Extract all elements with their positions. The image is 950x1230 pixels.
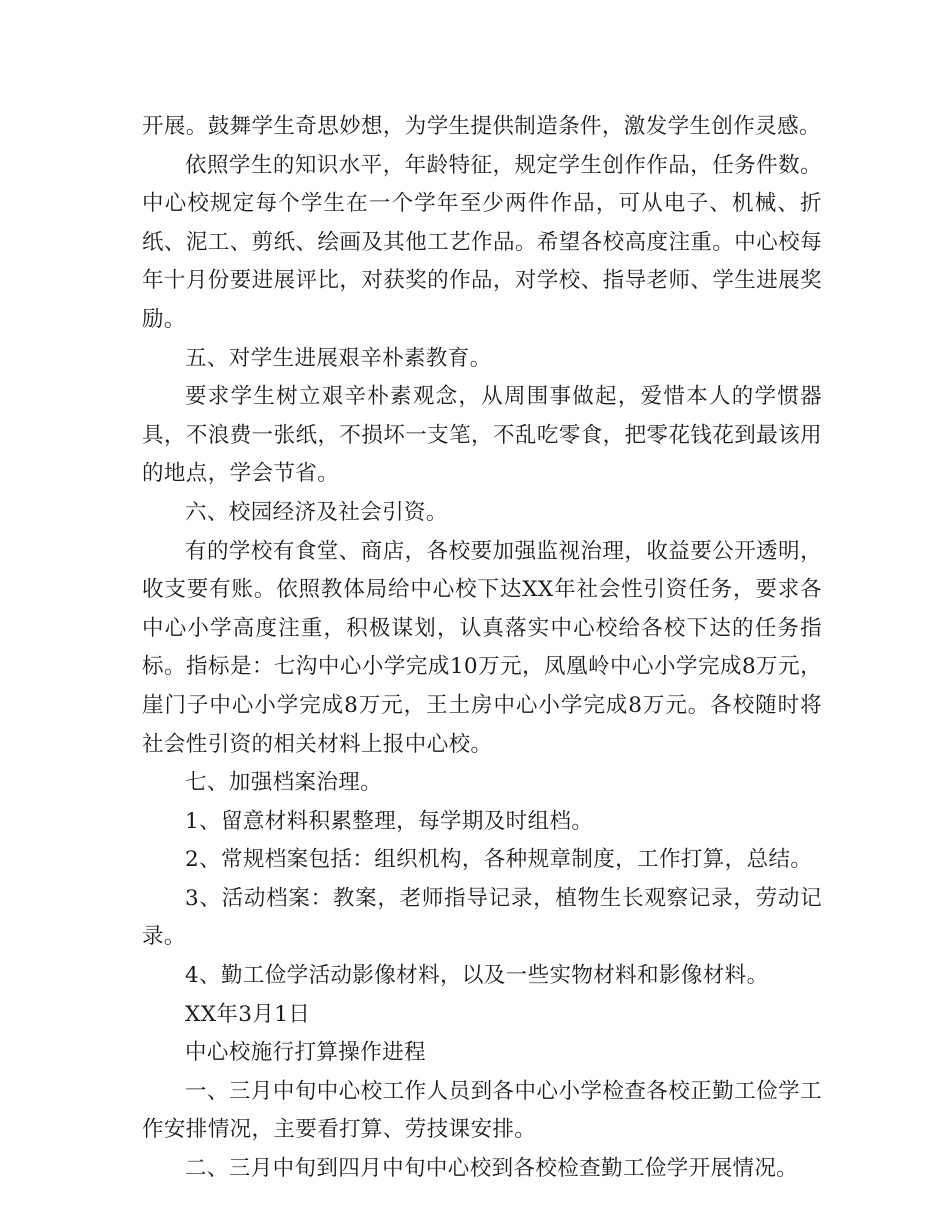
paragraph: 有的学校有食堂、商店，各校要加强监视治理，收益要公开透明，收支要有账。依照教体局给中心校下达XX年社会性引资任务，要求各中心小学高度注重，积极谋划，认真落实中心校给各校下达的任务指标。指标是：七沟中心小学完成10万元，凤凰岭中心小学完成8万元，崖门子中心小学完成8万元，王土房中心小学完成8万元。各校随时将社会性引资的相关材料上报中心校。: [142, 538, 822, 757]
date-line: XX年3月1日: [185, 1001, 311, 1027]
list-item: 2、常规档案包括：组织机构，各种规章制度，工作打算，总结。: [185, 847, 813, 873]
document-page: [142, 108, 822, 1189]
list-item: 3、活动档案：教案，老师指导记录，植物生长观察记录，劳动记录。: [142, 885, 822, 950]
section-heading: 五、对学生进展艰辛朴素教育。: [185, 345, 492, 371]
paragraph: 要求学生树立艰辛朴素观念，从周围事做起，爱惜本人的学惯器具，不浪费一张纸，不损坏一支笔，不乱吃零食，把零花钱花到最该用的地点，学会节省。: [142, 384, 822, 487]
paragraph: 开展。鼓舞学生奇思妙想，为学生提供制造条件，激发学生创作灵感。: [142, 114, 821, 139]
section-heading: 七、加强档案治理。: [185, 770, 383, 796]
list-item: 1、留意材料积累整理，每学期及时组档。: [185, 808, 594, 834]
paragraph: 依照学生的知识水平，年龄特征，规定学生创作作品，任务件数。中心校规定每个学生在一个学年至少两件作品，可从电子、机械、折纸、泥工、剪纸、绘画及其他工艺作品。希望各校高度注重。中心校每年十月份要进展评比，对获奖的作品，对学校、指导老师、学生进展奖励。: [142, 152, 822, 332]
paragraph: 一、三月中旬中心校工作人员到各中心小学检查各校正勤工俭学工作安排情况，主要看打算、劳技课安排。: [142, 1078, 822, 1143]
list-item: 4、勤工俭学活动影像材料，以及一些实物材料和影像材料。: [185, 963, 769, 989]
section-title: 中心校施行打算操作进程: [185, 1040, 426, 1066]
section-heading: 六、校园经济及社会引资。: [185, 499, 448, 525]
paragraph: 二、三月中旬到四月中旬中心校到各校检查勤工俭学开展情况。: [185, 1156, 799, 1182]
